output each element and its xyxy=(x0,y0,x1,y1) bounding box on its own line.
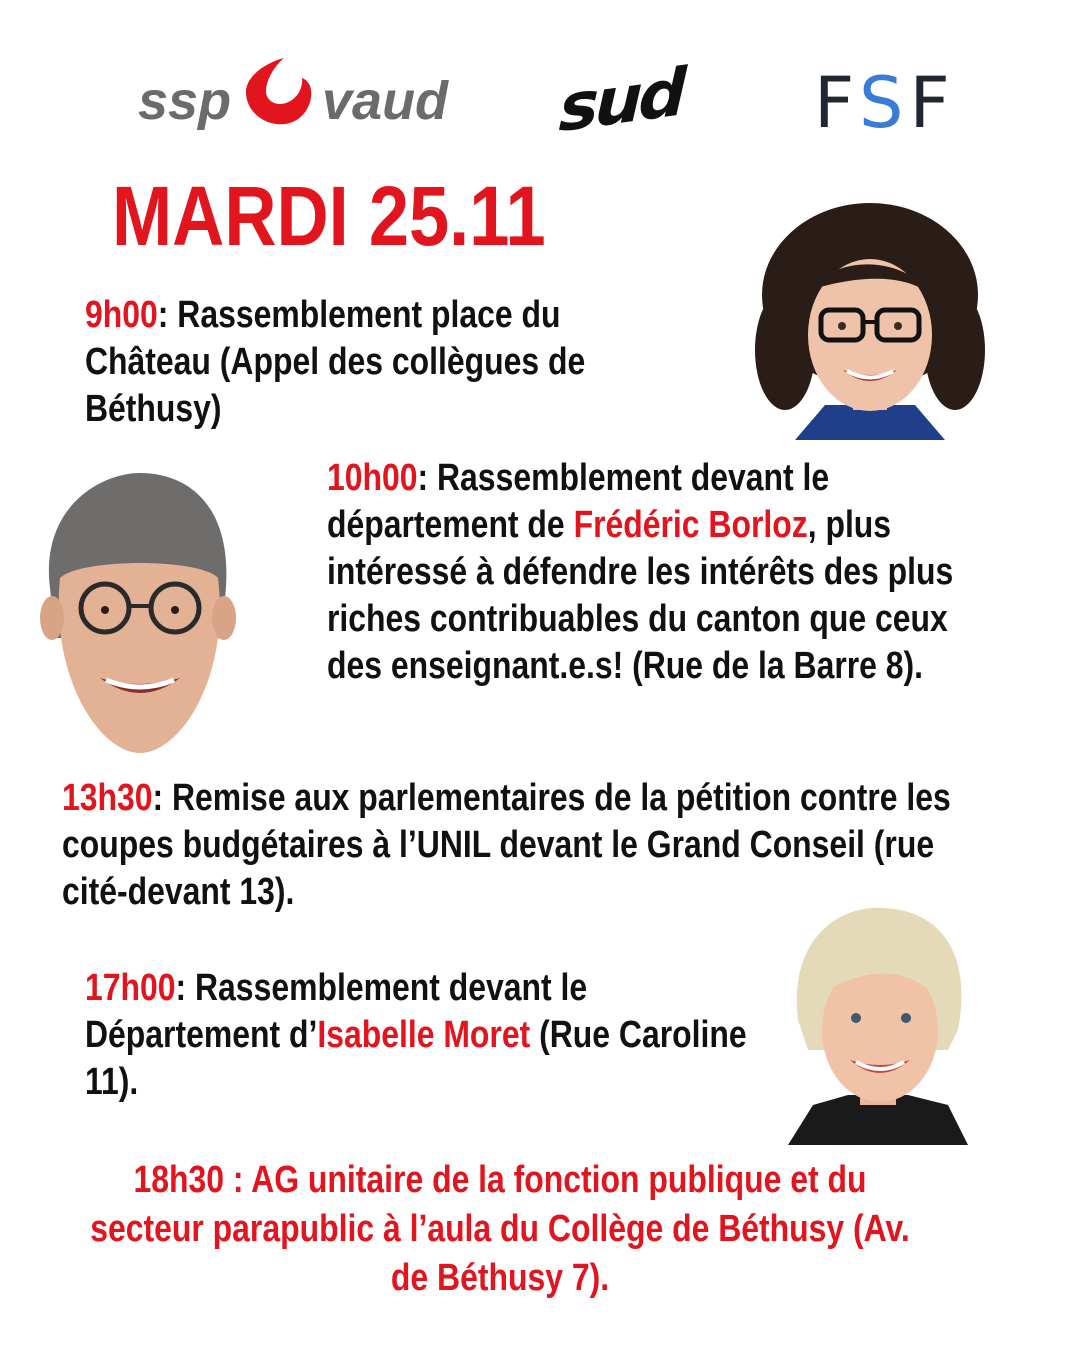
event-text: : Rassemblement place du Château (Appel des collègues de Béthusy) xyxy=(85,294,586,430)
event-time: 13h30 xyxy=(62,777,153,819)
event-text: : Remise aux parlementaires de la pétition contre les coupes budgétaires à l’UNIL devant le Grand Conseil (rue cité-devant 13). xyxy=(62,777,951,913)
event-text-before: : Rassemblement devant le Département d’ xyxy=(85,967,588,1056)
portrait-man-glasses xyxy=(30,468,245,758)
event-person-name: Isabelle Moret xyxy=(317,1014,531,1056)
portrait-woman-glasses xyxy=(755,200,985,440)
ssp-vaud-logo xyxy=(138,40,458,150)
event-time: 10h00 xyxy=(327,457,418,499)
event-17h00 xyxy=(85,965,749,1106)
ssp-logo-left-text: ssp xyxy=(138,71,232,131)
portrait-woman-blonde xyxy=(788,900,968,1145)
event-10h00 xyxy=(327,455,1012,690)
fsf-logo-f2: F xyxy=(909,62,956,144)
fsf-logo xyxy=(814,62,956,144)
event-text-before: : Rassemblement devant le département de xyxy=(327,457,830,546)
event-9h00 xyxy=(85,292,673,433)
fsf-logo-s: S xyxy=(859,62,910,144)
ssp-swoosh-icon xyxy=(238,40,318,150)
event-text-after: , plus intéressé à défendre les intérêts des plus riches contribuables du canton que ceux des enseignant.e.s! (Rue de la Barre 8). xyxy=(327,504,954,687)
fsf-logo-f1: F xyxy=(814,62,860,144)
event-time: 17h00 xyxy=(85,967,176,1009)
sud-logo-text: sud xyxy=(557,53,684,148)
final-announcement-text: 18h30 : AG unitaire de la fonction publique et du secteur parapublic à l’aula du Collège de Béthusy (Av. de Béthusy 7). xyxy=(90,1159,910,1299)
event-text-after: (Rue Caroline 11). xyxy=(85,1014,747,1103)
event-time: 9h00 xyxy=(85,294,158,336)
ssp-logo-right-text: vaud xyxy=(322,71,449,131)
event-13h30 xyxy=(62,775,999,916)
final-announcement xyxy=(0,1156,1080,1303)
event-person-name: Frédéric Borloz xyxy=(573,504,808,546)
sud-logo xyxy=(557,52,700,152)
page-title: MARDI 25.11 xyxy=(112,169,546,263)
